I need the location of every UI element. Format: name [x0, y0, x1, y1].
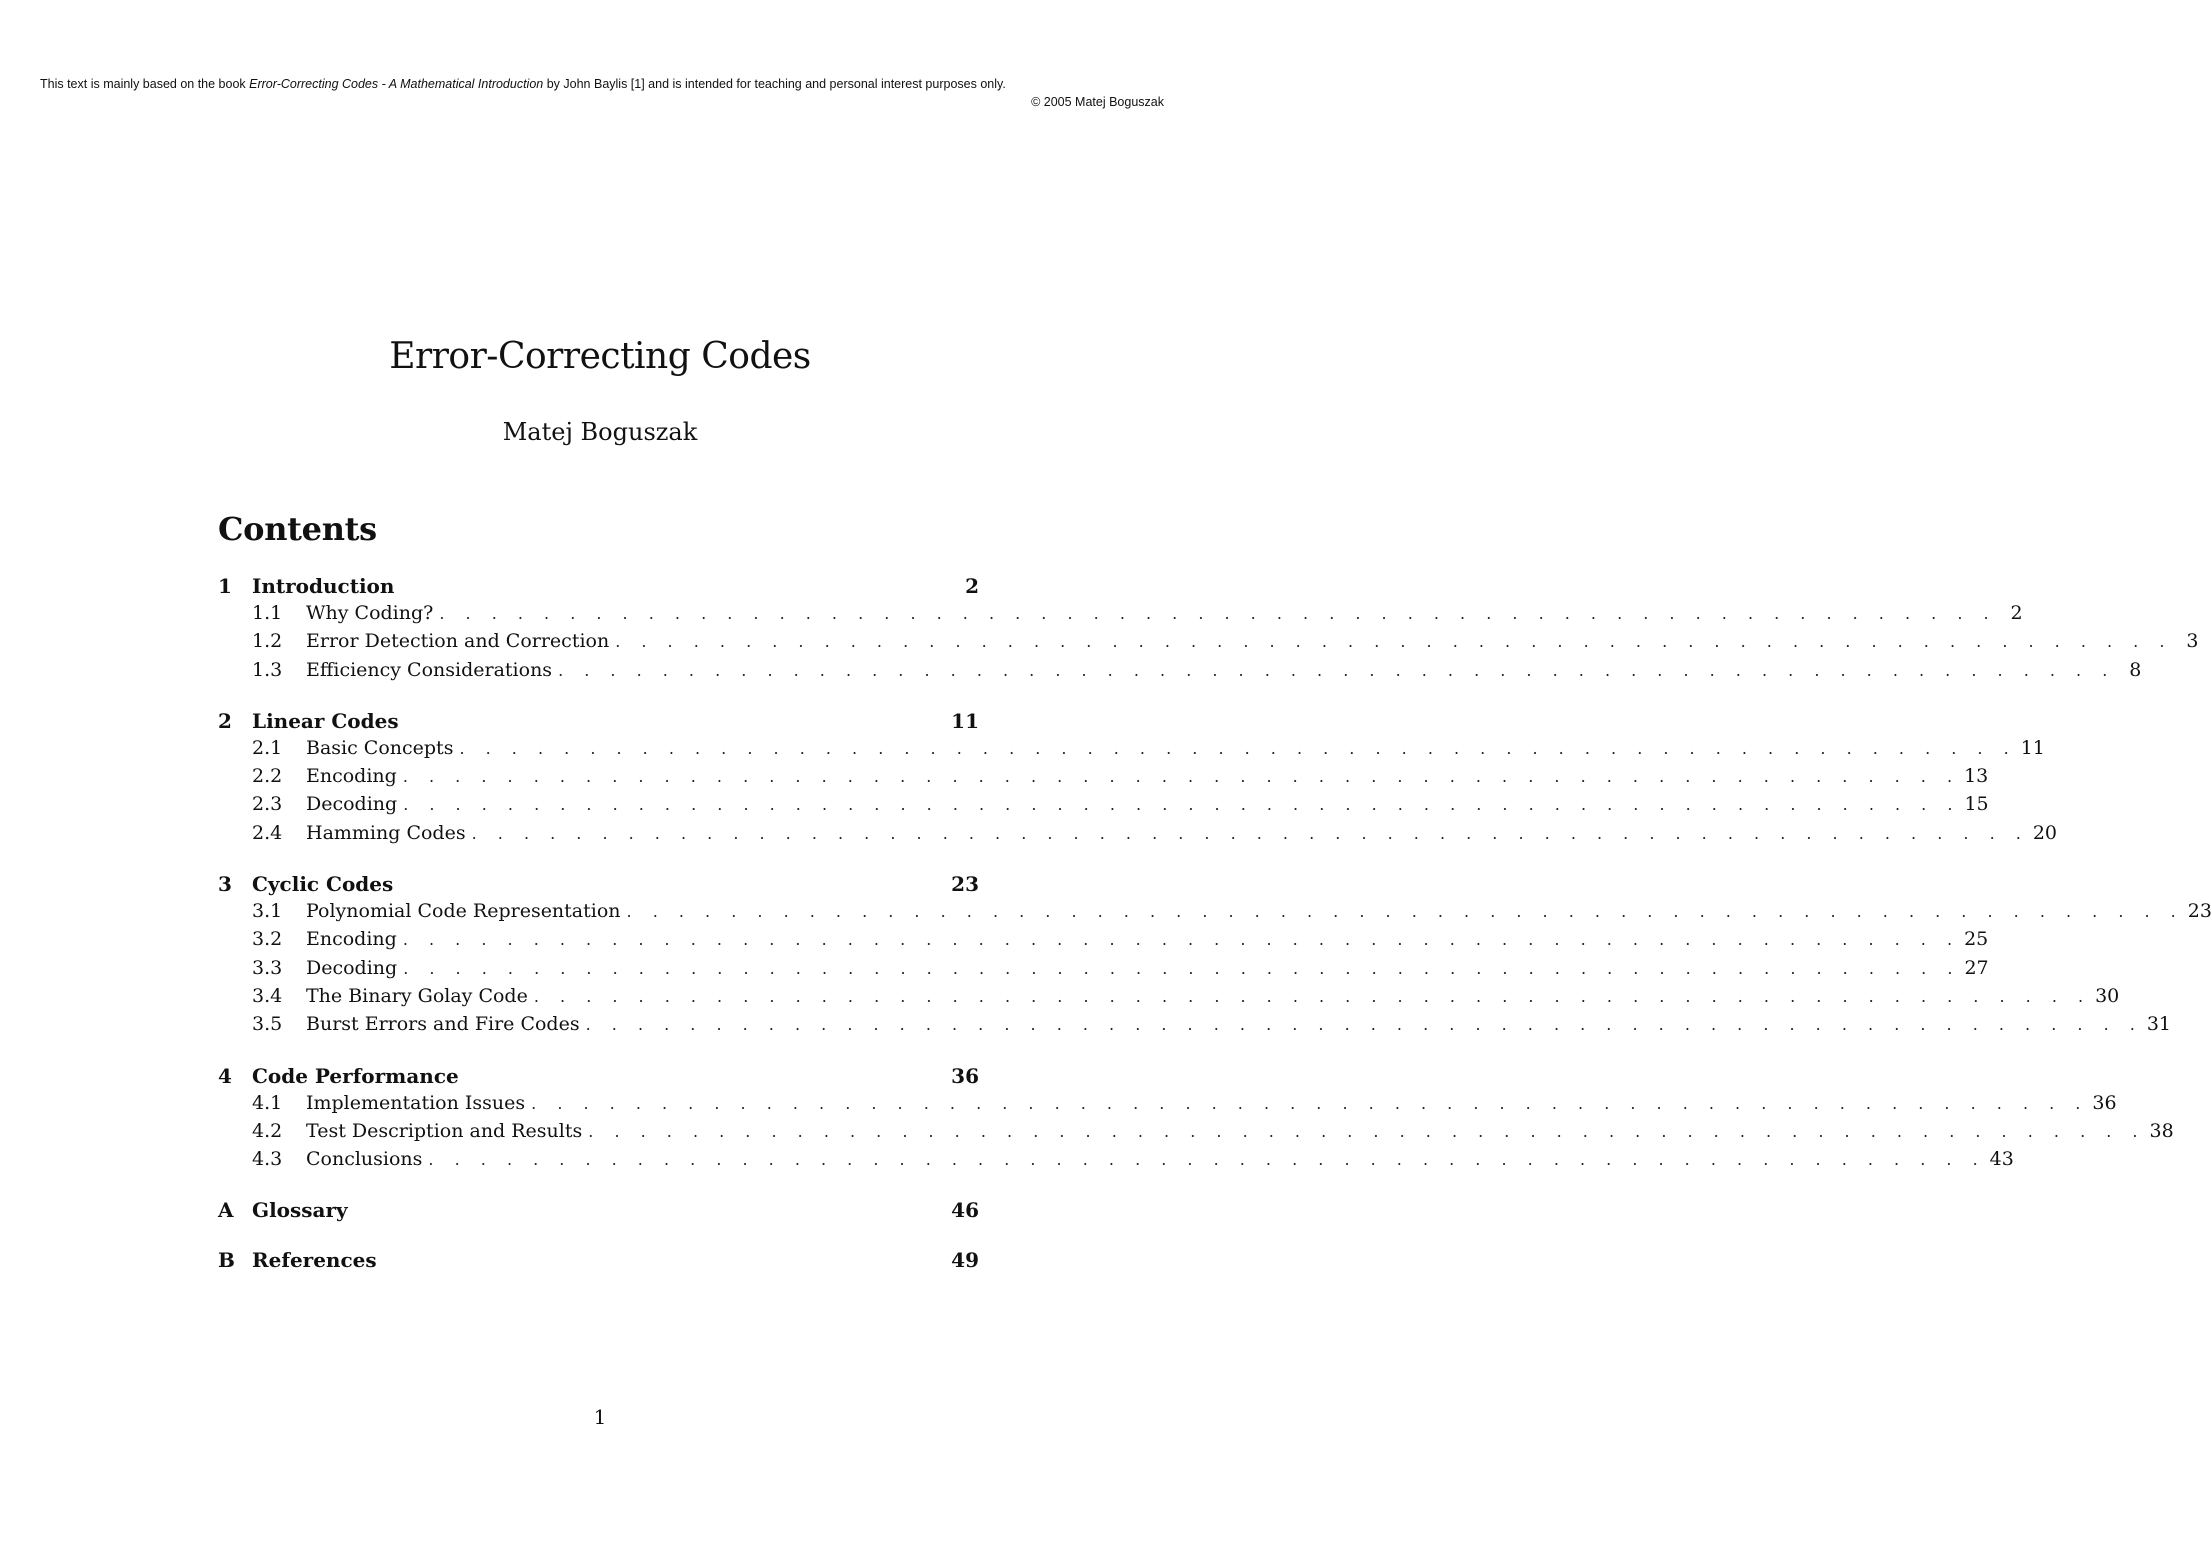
toc-subsection-title: The Binary Golay Code: [306, 984, 528, 1007]
toc-subsection-title: Test Description and Results: [306, 1119, 583, 1142]
document-title: Error-Correcting Codes: [389, 336, 811, 377]
usage-notice-line: [40, 75, 1164, 93]
toc-dot-leader: . . . . . . . . . . . . . . . . . . . . . . . . . . . . . . . . . . . . . . . . . . . . . . . . . . . . . . . . . . . .: [626, 902, 2184, 922]
toc-subsection-page: 20: [2032, 821, 2058, 844]
toc-dot-leader: . . . . . . . . . . . . . . . . . . . . . . . . . . . . . . . . . . . . . . . . . . . . . . . . . . . . . . . . . . . .: [402, 930, 1961, 950]
toc-subsection-page: 36: [2092, 1091, 2117, 1114]
toc-subsection-page: 43: [1989, 1148, 2014, 1171]
toc-subsection-entry[interactable]: [218, 900, 2212, 928]
toc-subsection-entry[interactable]: [218, 956, 1989, 985]
toc-section: [218, 708, 2058, 850]
toc-section-page: 36: [951, 1063, 979, 1088]
notice-suffix: by John Baylis [1] and is intended for teaching and personal interest purposes only.: [543, 77, 1006, 91]
toc-subsection-title: Efficiency Considerations: [306, 658, 553, 681]
toc-dot-leader: . . . . . . . . . . . . . . . . . . . . . . . . . . . . . . . . . . . . . . . . . . . . . . . . . . . . . . . . . . . .: [585, 1015, 2143, 1035]
toc-subsection-entry[interactable]: [218, 1091, 2117, 1120]
toc-dot-leader: . . . . . . . . . . . . . . . . . . . . . . . . . . . . . . . . . . . . . . . . . . . . . . . . . . . . . . . . . . . .: [459, 738, 2017, 758]
toc-section-entry[interactable]: [218, 1198, 979, 1226]
toc-subsection-page: 25: [1964, 928, 1989, 951]
toc-subsection-entry[interactable]: [218, 765, 1989, 793]
toc-subsection-title: Burst Errors and Fire Codes: [306, 1013, 580, 1036]
toc-subsection-page: 27: [1964, 956, 1989, 979]
toc-section-page: 11: [951, 708, 979, 733]
toc-section-title: Cyclic Codes: [252, 872, 394, 897]
toc-subsection-page: 3: [2186, 630, 2199, 653]
toc-section-page: 49: [951, 1248, 979, 1273]
toc-section-number: 2: [218, 708, 232, 733]
toc-section-entry[interactable]: [218, 709, 979, 737]
toc-section-number: A: [218, 1198, 234, 1223]
toc-subsection-entry[interactable]: [218, 602, 2023, 630]
toc-subsection-entry[interactable]: [218, 984, 2120, 1013]
toc-section-entry[interactable]: [218, 872, 979, 900]
toc-dot-leader: . . . . . . . . . . . . . . . . . . . . . . . . . . . . . . . . . . . . . . . . . . . . . . . . . . . . . . . . . . . .: [403, 795, 1961, 815]
toc-subsection-number: 4.2: [252, 1119, 283, 1142]
toc-section: [218, 1248, 979, 1276]
toc-subsection-number: 1.3: [252, 658, 283, 681]
toc-section-number: 4: [218, 1063, 232, 1088]
toc-subsection-page: 8: [2129, 658, 2142, 681]
document-author: Matej Boguszak: [502, 418, 698, 446]
toc-subsection-title: Error Detection and Correction: [306, 630, 610, 653]
toc-subsection-entry[interactable]: [218, 1119, 2174, 1148]
toc-subsection-page: 15: [1964, 793, 1989, 816]
toc-subsection-page: 13: [1964, 765, 1989, 788]
toc-subsection-number: 2.1: [252, 736, 283, 759]
toc-subsection-entry[interactable]: [218, 928, 1989, 956]
toc-subsection-number: 4.3: [252, 1148, 283, 1171]
toc-subsection-number: 3.1: [252, 900, 283, 923]
toc-section-title: Linear Codes: [252, 708, 399, 733]
toc-section-number: 3: [218, 872, 232, 897]
toc-subsection-number: 3.3: [252, 956, 283, 979]
toc-subsection-title: Basic Concepts: [306, 736, 454, 759]
toc-subsection-entry[interactable]: [218, 1013, 2172, 1041]
toc-section-entry[interactable]: [218, 574, 979, 602]
table-of-contents: [218, 574, 2212, 1298]
toc-subsection-page: 2: [2010, 602, 2023, 624]
usage-notice: [40, 75, 1164, 111]
toc-subsection-title: Decoding: [306, 793, 398, 816]
toc-section: [218, 574, 2199, 687]
toc-section-page: 2: [965, 574, 979, 598]
toc-subsection-title: Why Coding?: [306, 602, 434, 624]
toc-subsection-title: Hamming Codes: [306, 821, 466, 844]
toc-subsection-number: 1.2: [252, 630, 283, 653]
toc-section: [218, 1063, 2174, 1177]
toc-subsection-title: Encoding: [306, 765, 397, 788]
toc-dot-leader: . . . . . . . . . . . . . . . . . . . . . . . . . . . . . . . . . . . . . . . . . . . . . . . . . . . . . . . . . . . .: [533, 986, 2092, 1006]
copyright-line: © 2005 Matej Boguszak: [1031, 95, 1164, 109]
notice-prefix: This text is mainly based on the book: [40, 77, 250, 91]
toc-dot-leader: . . . . . . . . . . . . . . . . . . . . . . . . . . . . . . . . . . . . . . . . . . . . . . . . . . . . . . . . . . . .: [531, 1093, 2089, 1113]
toc-dot-leader: . . . . . . . . . . . . . . . . . . . . . . . . . . . . . . . . . . . . . . . . . . . . . . . . . . . . . . . . . . . .: [588, 1121, 2146, 1141]
toc-subsection-number: 2.4: [252, 821, 283, 844]
toc-subsection-entry[interactable]: [218, 793, 1989, 821]
toc-section-page: 46: [951, 1198, 979, 1223]
toc-subsection-page: 31: [2146, 1013, 2172, 1036]
toc-subsection-title: Polynomial Code Representation: [306, 900, 621, 923]
toc-section-number: B: [218, 1248, 235, 1273]
toc-subsection-page: 38: [2149, 1119, 2174, 1142]
toc-dot-leader: . . . . . . . . . . . . . . . . . . . . . . . . . . . . . . . . . . . . . . . . . . . . . . . . . . . . . . . . . . . .: [558, 660, 2116, 680]
toc-section-number: 1: [218, 574, 232, 598]
toc-section: [218, 872, 2212, 1041]
toc-subsection-page: 11: [2020, 736, 2045, 759]
toc-subsection-number: 4.1: [252, 1091, 283, 1114]
toc-subsection-entry[interactable]: [218, 658, 2142, 687]
toc-section-title: Glossary: [252, 1198, 348, 1223]
toc-subsection-number: 3.2: [252, 928, 283, 951]
toc-dot-leader: . . . . . . . . . . . . . . . . . . . . . . . . . . . . . . . . . . . . . . . . . . . . . . . . . . . . . . . . . . . .: [439, 604, 1997, 623]
toc-dot-leader: . . . . . . . . . . . . . . . . . . . . . . . . . . . . . . . . . . . . . . . . . . . . . . . . . . . . . . . . . . . .: [403, 958, 1961, 978]
toc-section-entry[interactable]: [218, 1064, 979, 1092]
toc-subsection-entry[interactable]: [218, 630, 2199, 658]
toc-dot-leader: . . . . . . . . . . . . . . . . . . . . . . . . . . . . . . . . . . . . . . . . . . . . . . . . . . . . . . . . . . . .: [428, 1150, 1986, 1170]
toc-subsection-title: Conclusions: [306, 1148, 423, 1171]
toc-section-title: Code Performance: [252, 1063, 459, 1088]
toc-subsection-number: 3.4: [252, 984, 283, 1007]
toc-dot-leader: . . . . . . . . . . . . . . . . . . . . . . . . . . . . . . . . . . . . . . . . . . . . . . . . . . . . . . . . . . . .: [471, 823, 2029, 843]
toc-section-title: References: [252, 1248, 377, 1273]
toc-subsection-number: 1.1: [252, 602, 283, 624]
toc-subsection-page: 30: [2095, 984, 2120, 1007]
toc-section-page: 23: [951, 872, 979, 897]
contents-heading: Contents: [218, 510, 377, 548]
toc-subsection-number: 2.3: [252, 793, 283, 816]
toc-subsection-page: 23: [2187, 900, 2212, 923]
toc-subsection-entry[interactable]: [218, 736, 2045, 765]
toc-subsection-entry[interactable]: [218, 821, 2058, 850]
toc-subsection-entry[interactable]: [218, 1148, 2014, 1176]
toc-subsection-title: Implementation Issues: [306, 1091, 526, 1114]
toc-section-entry[interactable]: [218, 1248, 979, 1276]
toc-dot-leader: . . . . . . . . . . . . . . . . . . . . . . . . . . . . . . . . . . . . . . . . . . . . . . . . . . . . . . . . . . . .: [615, 632, 2173, 652]
toc-subsection-title: Decoding: [306, 956, 398, 979]
toc-section-title: Introduction: [252, 574, 395, 598]
toc-subsection-number: 3.5: [252, 1013, 283, 1036]
toc-dot-leader: . . . . . . . . . . . . . . . . . . . . . . . . . . . . . . . . . . . . . . . . . . . . . . . . . . . . . . . . . . . .: [402, 767, 1961, 787]
toc-subsection-number: 2.2: [252, 765, 283, 788]
notice-book-title: Error-Correcting Codes - A Mathematical Introduction: [249, 77, 544, 91]
toc-subsection-title: Encoding: [306, 928, 397, 951]
page-number: 1: [593, 1405, 607, 1429]
toc-section: [218, 1198, 979, 1226]
